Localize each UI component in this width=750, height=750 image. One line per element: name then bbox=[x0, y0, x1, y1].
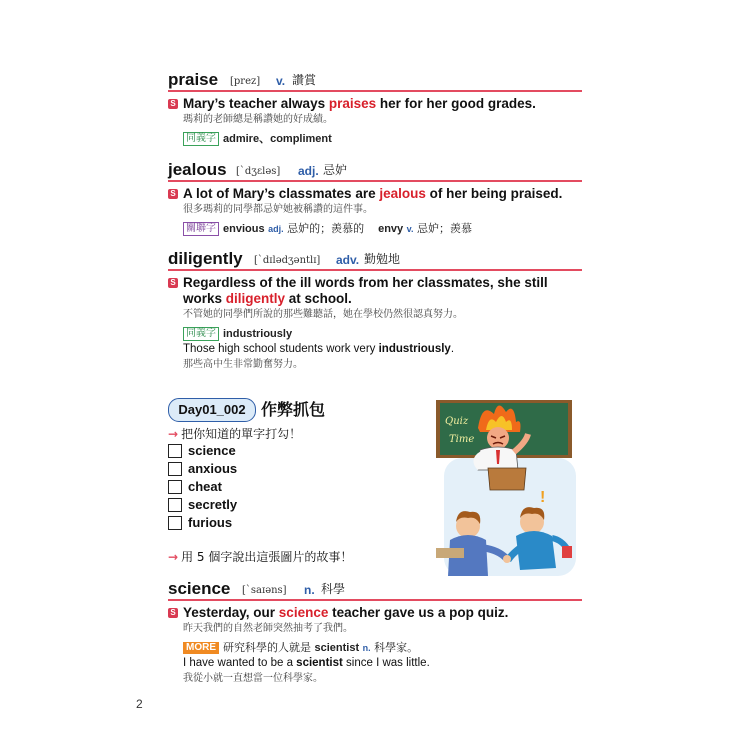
headword: jealous bbox=[168, 160, 227, 179]
more-example: I have wanted to be a scientist since I was little. bbox=[183, 657, 430, 669]
entry-header bbox=[168, 579, 582, 601]
header-rule bbox=[168, 180, 582, 182]
arrow-icon: → bbox=[168, 427, 179, 441]
more-block bbox=[168, 640, 582, 686]
synonym-words: admire、compliment bbox=[223, 133, 332, 145]
part-of-speech: n. bbox=[304, 583, 315, 597]
entry-jealous bbox=[168, 160, 582, 237]
entry-header bbox=[168, 70, 582, 92]
example-sentence bbox=[168, 275, 582, 322]
header-rule bbox=[168, 269, 582, 271]
sentence-badge-icon: S bbox=[168, 278, 178, 288]
svg-text:!: ! bbox=[540, 489, 546, 506]
checklist-label: furious bbox=[188, 515, 233, 530]
checkbox[interactable] bbox=[168, 444, 182, 458]
phonetic: [ˋdʒɛləs] bbox=[236, 166, 281, 177]
keyword-highlight: science bbox=[278, 605, 329, 620]
more-example-translation: 我從小就一直想當一位科學家。 bbox=[183, 673, 323, 684]
checkbox[interactable] bbox=[168, 498, 182, 512]
story-prompt: → 用 5 個字說出這張圖片的故事！ bbox=[168, 550, 353, 564]
related-words-line bbox=[168, 221, 582, 237]
more-tag: MORE bbox=[183, 642, 219, 654]
checkbox[interactable] bbox=[168, 480, 182, 494]
example-translation: 昨天我們的自然老師突然抽考了我們。 bbox=[183, 623, 353, 634]
board-text: Quiz bbox=[445, 416, 469, 427]
definition: 讚賞 bbox=[292, 73, 317, 87]
example-translation: 不管她的同學們所說的那些難聽話，她在學校仍然很認真努力。 bbox=[183, 309, 463, 320]
sentence-badge-icon: S bbox=[168, 608, 178, 618]
synonym-block bbox=[168, 326, 582, 372]
synonym-tag: 同義字 bbox=[183, 327, 219, 341]
synonym-tag: 同義字 bbox=[183, 132, 219, 146]
board-text: Time bbox=[449, 434, 475, 445]
example-english: Mary’s teacher always praises her for her good grades. bbox=[183, 96, 536, 111]
day-badge: Day01_002 bbox=[168, 398, 256, 422]
synonym-line bbox=[183, 326, 582, 342]
related-gloss: 忌妒的；羨慕的 bbox=[287, 222, 365, 235]
part-of-speech: v. bbox=[276, 74, 286, 88]
related-gloss: 忌妒；羨慕 bbox=[417, 222, 473, 235]
definition: 勤勉地 bbox=[364, 252, 401, 266]
example-translation: 瑪莉的老師總是稱讚她的好成績。 bbox=[183, 114, 333, 125]
checklist-instruction: → 把你知道的單字打勾！ bbox=[168, 427, 302, 441]
entry-diligently bbox=[168, 249, 582, 372]
checklist-label: anxious bbox=[188, 461, 238, 476]
related-pos: v. bbox=[406, 224, 414, 234]
entry-science bbox=[168, 579, 582, 686]
checklist-label: cheat bbox=[188, 479, 222, 494]
checklist-label: science bbox=[188, 443, 236, 458]
classroom-illustration bbox=[436, 398, 576, 576]
synonym-example-translation: 那些高中生非常勤奮努力。 bbox=[183, 359, 303, 370]
related-tag: 關聯字 bbox=[183, 222, 219, 236]
related-pos: adj. bbox=[268, 224, 284, 234]
synonym-words: industriously bbox=[223, 328, 293, 340]
synonym-example: Those high school students work very industriously. bbox=[183, 343, 455, 355]
keyword-highlight: diligently bbox=[225, 291, 286, 306]
synonym-line bbox=[168, 131, 582, 147]
headword: diligently bbox=[168, 249, 243, 268]
example-english: A lot of Mary’s classmates are jealous of her being praised. bbox=[183, 186, 563, 201]
sentence-badge-icon: S bbox=[168, 189, 178, 199]
example-english: Yesterday, our science teacher gave us a pop quiz. bbox=[183, 605, 509, 620]
part-of-speech: adj. bbox=[298, 164, 319, 178]
example-sentence bbox=[168, 605, 582, 636]
headword: praise bbox=[168, 70, 219, 89]
entry-header bbox=[168, 249, 582, 271]
header-rule bbox=[168, 599, 582, 601]
checkbox[interactable] bbox=[168, 516, 182, 530]
phonetic: [ˋsaɪəns] bbox=[242, 585, 287, 596]
keyword-highlight: jealous bbox=[379, 186, 426, 201]
part-of-speech: adv. bbox=[336, 253, 360, 267]
headword: science bbox=[168, 579, 231, 598]
checklist-label: secretly bbox=[188, 497, 238, 512]
related-word: envy bbox=[378, 223, 404, 235]
definition: 忌妒 bbox=[323, 163, 348, 177]
checkbox[interactable] bbox=[168, 462, 182, 476]
example-sentence bbox=[168, 96, 582, 127]
sentence-badge-icon: S bbox=[168, 99, 178, 109]
day-title: 作弊抓包 bbox=[261, 400, 326, 419]
page-number: 2 bbox=[136, 697, 143, 711]
definition: 科學 bbox=[321, 582, 346, 596]
more-line: MORE 研究科學的人就是 scientist n. 科學家。 bbox=[183, 640, 582, 656]
phonetic: [prez] bbox=[230, 76, 261, 87]
example-sentence bbox=[168, 186, 582, 217]
related-word: envious bbox=[223, 223, 265, 235]
example-translation: 很多瑪莉的同學都忌妒她被稱讚的這件事。 bbox=[183, 204, 373, 215]
header-rule bbox=[168, 90, 582, 92]
phonetic: [ˋdɪlədʒəntlɪ] bbox=[254, 255, 321, 266]
keyword-highlight: praises bbox=[328, 96, 377, 111]
entry-praise bbox=[168, 70, 582, 147]
arrow-icon: → bbox=[168, 550, 179, 564]
entry-header bbox=[168, 160, 582, 182]
example-english: Regardless of the ill words from her classmates, she still works diligently at school. bbox=[183, 275, 548, 306]
